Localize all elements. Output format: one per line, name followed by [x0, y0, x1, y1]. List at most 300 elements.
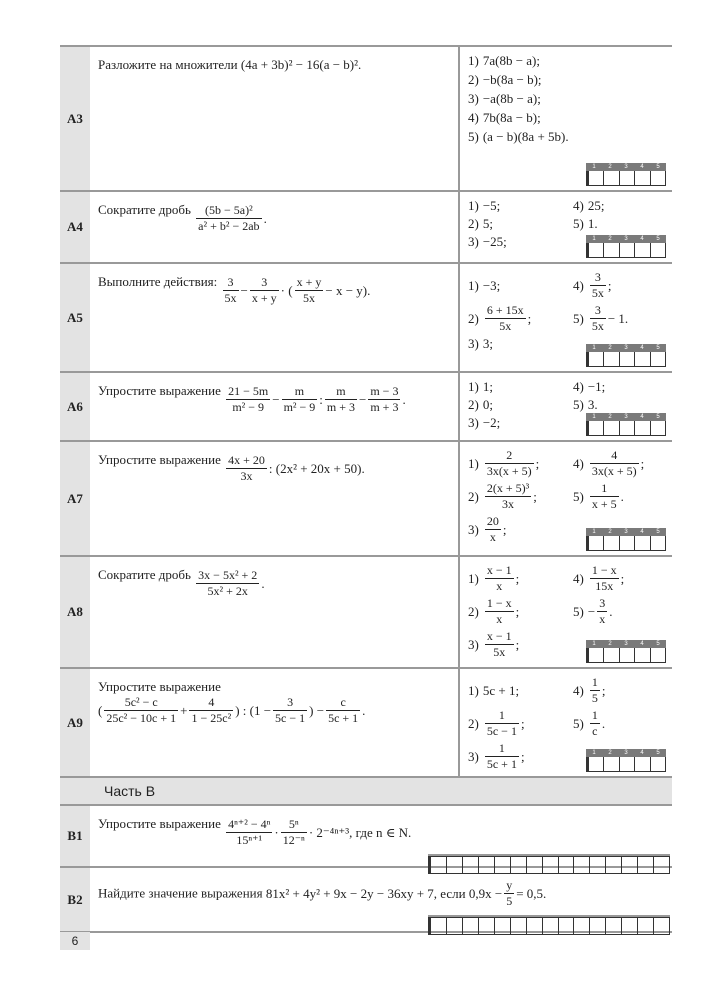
numerator: 3 — [223, 275, 239, 291]
math-text: = 0,5. — [516, 885, 547, 901]
math-expression — [588, 379, 605, 395]
answer-cell[interactable] — [619, 648, 634, 662]
option-number: 5) — [573, 603, 584, 619]
math-text: − — [272, 391, 280, 407]
answer-grid-label: 2 — [608, 529, 612, 535]
answer-cell[interactable] — [589, 918, 605, 934]
fraction — [590, 448, 639, 479]
math-text: : — [319, 391, 323, 407]
denominator: x — [489, 530, 496, 544]
answer-grid — [586, 344, 666, 367]
answer-option — [573, 379, 673, 395]
answer-option — [468, 379, 573, 395]
answer-option — [468, 53, 664, 69]
math-text: ; — [515, 570, 520, 586]
math-expression — [588, 198, 605, 214]
answer-cell[interactable] — [542, 918, 558, 934]
option-number: 1) — [468, 455, 479, 471]
math-expression — [483, 629, 519, 660]
fraction — [590, 270, 606, 301]
answer-grid — [586, 235, 666, 258]
fraction — [326, 695, 360, 726]
math-text: ; — [515, 636, 520, 652]
option-number: 3) — [468, 91, 479, 106]
question-number: A8 — [60, 557, 90, 667]
fraction — [196, 203, 261, 234]
answer-cell[interactable] — [462, 918, 478, 934]
denominator: 15x — [595, 579, 614, 593]
option-number: 5) — [573, 715, 584, 731]
answer-grid-cells — [586, 352, 666, 367]
question-number: A6 — [60, 373, 90, 440]
answer-option — [468, 596, 573, 627]
answer-cell[interactable] — [605, 918, 621, 934]
math-expression — [98, 695, 365, 726]
math-expression — [224, 817, 411, 848]
answer-list — [468, 53, 664, 145]
answer-cell[interactable] — [650, 243, 665, 257]
fraction — [485, 303, 526, 334]
part-b-header: Часть B — [60, 778, 672, 806]
answer-cell[interactable] — [510, 918, 526, 934]
option-number: 4) — [573, 277, 584, 293]
fraction — [295, 275, 324, 306]
question-row-a8 — [60, 557, 672, 669]
answer-cell[interactable] — [637, 918, 653, 934]
answer-cell[interactable] — [621, 918, 637, 934]
answer-cell[interactable] — [603, 171, 618, 185]
math-expression — [588, 303, 628, 334]
math-expression — [483, 234, 507, 250]
math-text: ; — [607, 277, 612, 293]
answer-grid-label: 1 — [592, 750, 596, 756]
denominator: 5x — [302, 291, 315, 305]
answer-grid-label: 5 — [656, 345, 660, 351]
answer-option — [468, 448, 573, 479]
answer-list — [468, 270, 664, 352]
answer-grid-label: 4 — [640, 641, 644, 647]
option-number: 1) — [468, 53, 479, 68]
question-prompt: Упростите выражение — [98, 383, 225, 398]
answer-grid-cells — [586, 243, 666, 258]
denominator: m² − 9 — [232, 400, 265, 414]
answer-cell[interactable] — [478, 918, 494, 934]
answer-cell[interactable] — [650, 648, 665, 662]
denominator: x + 5 — [591, 497, 617, 511]
numerator: 6 + 15x — [486, 303, 524, 317]
denominator: 5x — [591, 319, 604, 333]
option-number: 2) — [468, 488, 479, 504]
answer-option — [573, 448, 673, 479]
denominator: 1 − 25c² — [191, 711, 232, 725]
answer-option — [573, 675, 673, 706]
denominator: c — [592, 724, 598, 738]
numerator: 4 — [189, 695, 233, 711]
numerator: 4 — [590, 448, 639, 464]
fraction — [250, 275, 279, 306]
option-number: 2) — [468, 397, 479, 412]
answer-cell[interactable] — [587, 243, 603, 257]
fraction — [368, 384, 400, 415]
answer-grid-label: 2 — [608, 641, 612, 647]
numerator: 1 — [590, 481, 619, 497]
numerator: 3 — [599, 596, 606, 610]
math-text: ; — [502, 521, 507, 537]
answer-cell[interactable] — [494, 918, 510, 934]
option-number: 1) — [468, 570, 479, 586]
question-number: A4 — [60, 192, 90, 262]
answer-option — [468, 129, 664, 145]
fraction — [196, 568, 259, 599]
math-expression — [483, 72, 542, 88]
math-expression — [483, 216, 493, 232]
answer-options — [460, 373, 672, 440]
answer-grid-label: 3 — [624, 414, 628, 420]
math-text: 5; — [482, 216, 493, 231]
math-text: −5; — [482, 198, 501, 213]
fraction — [223, 275, 239, 306]
answer-cell[interactable] — [603, 421, 618, 435]
answer-cell[interactable] — [587, 648, 603, 662]
math-text: · ( — [280, 282, 293, 298]
denominator: x — [496, 579, 503, 593]
answer-grid-header — [586, 163, 666, 171]
answer-cell[interactable] — [587, 421, 603, 435]
question-row-a4 — [60, 192, 672, 264]
math-text: − — [240, 282, 248, 298]
math-expression — [483, 278, 500, 294]
option-number: 3) — [468, 415, 479, 430]
fraction — [485, 596, 514, 627]
answer-grid-cells — [586, 171, 666, 186]
math-expression — [483, 336, 493, 352]
option-number: 1) — [468, 682, 479, 698]
math-expression — [483, 303, 531, 334]
math-text: −b(8a − b); — [482, 72, 542, 87]
answer-cell[interactable] — [603, 757, 618, 771]
denominator: x + y — [251, 291, 277, 305]
fraction — [597, 596, 607, 627]
math-expression — [483, 596, 519, 627]
answer-cell[interactable] — [587, 352, 603, 366]
math-expression — [483, 683, 519, 699]
answer-cell[interactable] — [603, 352, 618, 366]
answer-cell[interactable] — [650, 421, 665, 435]
answer-grid-label: 3 — [624, 236, 628, 242]
answer-cell[interactable] — [603, 648, 618, 662]
answer-grid-label: 1 — [592, 345, 596, 351]
answer-option — [468, 415, 573, 431]
answer-cell[interactable] — [587, 757, 603, 771]
answer-cell[interactable] — [634, 421, 649, 435]
answer-grid-cells — [586, 648, 666, 663]
answer-cell[interactable] — [587, 536, 603, 550]
answer-options — [460, 47, 672, 190]
question-prompt: Упростите выражение — [98, 679, 221, 694]
answer-option — [468, 708, 573, 739]
option-number: 3) — [468, 234, 479, 249]
math-expression — [588, 675, 606, 706]
math-expression — [194, 203, 267, 234]
math-expression — [483, 481, 537, 512]
option-number: 2) — [468, 310, 479, 326]
math-text: −a(8b − a); — [482, 91, 541, 106]
math-text: 3. — [587, 397, 598, 412]
fraction — [281, 817, 307, 848]
math-expression — [483, 198, 500, 214]
math-text: −3; — [482, 277, 501, 293]
answer-grid-label: 5 — [656, 529, 660, 535]
option-number: 2) — [468, 216, 479, 231]
math-text: 1. — [587, 216, 598, 231]
numerator: c — [326, 695, 360, 711]
answer-cell[interactable] — [619, 421, 634, 435]
fraction — [590, 563, 619, 594]
answer-option — [573, 303, 673, 334]
answer-cell[interactable] — [634, 757, 649, 771]
question-text — [90, 669, 460, 776]
math-text: . — [263, 210, 267, 226]
answer-cell[interactable] — [619, 757, 634, 771]
question-row-a6 — [60, 373, 672, 442]
answer-cell[interactable] — [558, 918, 574, 934]
numerator: 1 — [591, 708, 598, 722]
denominator: m² − 9 — [283, 400, 316, 414]
answer-option — [468, 91, 664, 107]
answer-cell[interactable] — [526, 918, 542, 934]
denominator: 5x — [591, 286, 604, 300]
denominator: 5 — [591, 691, 598, 705]
math-text: . — [362, 702, 366, 718]
question-row-b2 — [60, 868, 672, 933]
answer-cell[interactable] — [619, 352, 634, 366]
option-number: 5) — [573, 310, 584, 326]
fraction — [485, 629, 514, 660]
answer-grid-label: 2 — [608, 345, 612, 351]
answer-option — [468, 336, 573, 352]
answer-grid-label: 5 — [656, 641, 660, 647]
math-text: ( — [98, 702, 103, 718]
question-number: A3 — [60, 47, 90, 190]
numerator: 4x + 20 — [228, 453, 265, 467]
numerator: x + y — [296, 275, 322, 289]
denominator: a² + b² − 2ab — [198, 219, 260, 233]
question-text — [90, 264, 460, 371]
answer-grid-label: 5 — [656, 414, 660, 420]
answer-grid-label: 2 — [608, 414, 612, 420]
math-expression — [483, 415, 500, 431]
answer-cell[interactable] — [603, 536, 618, 550]
option-number: 5) — [468, 129, 479, 144]
numerator: m − 3 — [370, 384, 399, 398]
answer-cell[interactable] — [650, 171, 665, 185]
answer-grid-header — [586, 344, 666, 352]
question-prompt: Сократите дробь — [98, 567, 195, 582]
denominator: 3x(x + 5) — [591, 464, 637, 478]
question-number: B2 — [60, 868, 90, 931]
option-number: 1) — [468, 277, 479, 293]
answer-cell[interactable] — [619, 243, 634, 257]
fraction — [325, 384, 357, 415]
answer-cell[interactable] — [634, 352, 649, 366]
fraction — [485, 448, 534, 479]
answer-option — [573, 270, 673, 301]
answer-option — [573, 596, 673, 627]
math-expression — [588, 448, 644, 479]
answer-grid-header — [586, 640, 666, 648]
answer-field — [428, 917, 670, 935]
numerator: 1 − x — [486, 596, 512, 610]
math-expression — [483, 448, 539, 479]
option-number: 4) — [573, 455, 584, 471]
denominator: 5c + 1 — [328, 711, 359, 725]
math-expression — [483, 129, 569, 145]
question-row-a9 — [60, 669, 672, 778]
answer-options — [460, 669, 672, 776]
answer-cell[interactable] — [446, 918, 462, 934]
question-number: B1 — [60, 806, 90, 866]
denominator: x — [599, 612, 606, 626]
denominator: 5 — [506, 894, 513, 908]
answer-cell[interactable] — [573, 918, 589, 934]
numerator: 3 — [250, 275, 279, 291]
option-number: 4) — [468, 110, 479, 125]
math-text: ; — [520, 715, 525, 731]
numerator: 2 — [485, 448, 534, 464]
math-expression — [483, 91, 541, 107]
fraction — [485, 563, 514, 594]
answer-cell[interactable] — [650, 352, 665, 366]
answer-grid — [586, 528, 666, 551]
numerator: x − 1 — [486, 563, 512, 577]
math-expression — [221, 275, 371, 306]
numerator: 1 − x — [591, 563, 617, 577]
question-prompt: Разложите на множители — [98, 57, 241, 72]
answer-grid-label: 3 — [624, 345, 628, 351]
math-text: 7b(8a − b); — [482, 110, 541, 125]
answer-cell[interactable] — [587, 171, 603, 185]
answer-option — [573, 198, 673, 214]
answer-grid-cells — [586, 536, 666, 551]
math-text: ; — [640, 455, 645, 471]
answer-grid-header — [586, 413, 666, 421]
answer-cell[interactable] — [619, 536, 634, 550]
math-text: · 2⁻⁴ⁿ⁺³, где n ∈ N. — [308, 824, 412, 840]
answer-grid — [586, 163, 666, 186]
numerator: 3 — [590, 303, 606, 319]
answer-grid-label: 1 — [592, 641, 596, 647]
denominator: 5c + 1 — [486, 757, 517, 771]
option-number: 3) — [468, 636, 479, 652]
answer-cell[interactable] — [634, 243, 649, 257]
option-number: 1) — [468, 198, 479, 213]
answer-cell[interactable] — [634, 536, 649, 550]
math-expression — [588, 596, 613, 627]
numerator: 4ⁿ⁺² − 4ⁿ — [228, 817, 271, 831]
numerator: (5b − 5a)² — [196, 203, 261, 219]
math-text: −1; — [587, 379, 606, 394]
numerator: m — [282, 384, 318, 400]
answer-grid-label: 3 — [624, 750, 628, 756]
answer-option — [468, 198, 573, 214]
fraction — [273, 695, 307, 726]
answer-options — [460, 442, 672, 555]
answer-grid — [586, 640, 666, 663]
answer-cell[interactable] — [650, 536, 665, 550]
question-prompt: Найдите значение выражения — [98, 885, 266, 901]
answer-option — [468, 675, 573, 706]
answer-grid-header — [586, 235, 666, 243]
answer-grid-label: 1 — [592, 414, 596, 420]
answer-option — [573, 708, 673, 739]
math-text: . — [620, 488, 624, 504]
math-text: ) − — [309, 702, 325, 718]
math-text: (a − b)(8a + 5b). — [482, 129, 569, 144]
answer-grid-cells — [586, 757, 666, 772]
answer-cell[interactable] — [619, 171, 634, 185]
answer-option — [468, 270, 573, 301]
answer-option — [468, 110, 664, 126]
answer-cell[interactable] — [603, 243, 618, 257]
math-expression — [483, 708, 525, 739]
question-text — [90, 442, 460, 555]
fraction — [226, 817, 272, 848]
math-text: ; — [520, 748, 525, 764]
option-number: 5) — [573, 216, 584, 231]
fraction — [504, 878, 514, 909]
option-number: 2) — [468, 72, 479, 87]
answer-cell[interactable] — [650, 757, 665, 771]
answer-grid-label: 1 — [592, 236, 596, 242]
answer-grid-label: 4 — [640, 345, 644, 351]
answer-option — [468, 234, 573, 250]
question-row-b1 — [60, 806, 672, 868]
denominator: m + 3 — [370, 400, 399, 414]
answer-option — [468, 303, 573, 334]
answer-grid-label: 4 — [640, 750, 644, 756]
math-expression — [224, 384, 406, 415]
answer-options — [460, 264, 672, 371]
answer-cell[interactable] — [634, 171, 649, 185]
question-row-a3 — [60, 47, 672, 192]
math-text: − 1. — [607, 310, 629, 326]
fraction — [590, 481, 619, 512]
denominator: 3x — [240, 469, 253, 483]
math-expression — [224, 453, 365, 484]
math-expression — [588, 481, 624, 512]
fraction — [282, 384, 318, 415]
numerator: 3x − 5x² + 2 — [198, 568, 258, 582]
denominator: 5x — [493, 645, 506, 659]
answer-option — [573, 481, 673, 512]
denominator: x — [496, 612, 503, 626]
denominator: 5x — [224, 291, 237, 305]
answer-grid-label: 1 — [592, 529, 596, 535]
numerator: m — [325, 384, 357, 400]
answer-cell[interactable] — [653, 918, 669, 934]
math-text: ; — [527, 310, 532, 326]
answer-cell[interactable] — [634, 648, 649, 662]
fraction — [485, 741, 519, 772]
answer-cell[interactable] — [429, 918, 446, 934]
answer-option — [468, 481, 573, 512]
math-text: . — [261, 575, 265, 591]
answer-option — [468, 72, 664, 88]
answer-grid-label: 5 — [656, 164, 660, 170]
question-prompt: Сократите дробь — [98, 202, 195, 217]
math-text: 0; — [482, 397, 493, 412]
option-number: 3) — [468, 521, 479, 537]
